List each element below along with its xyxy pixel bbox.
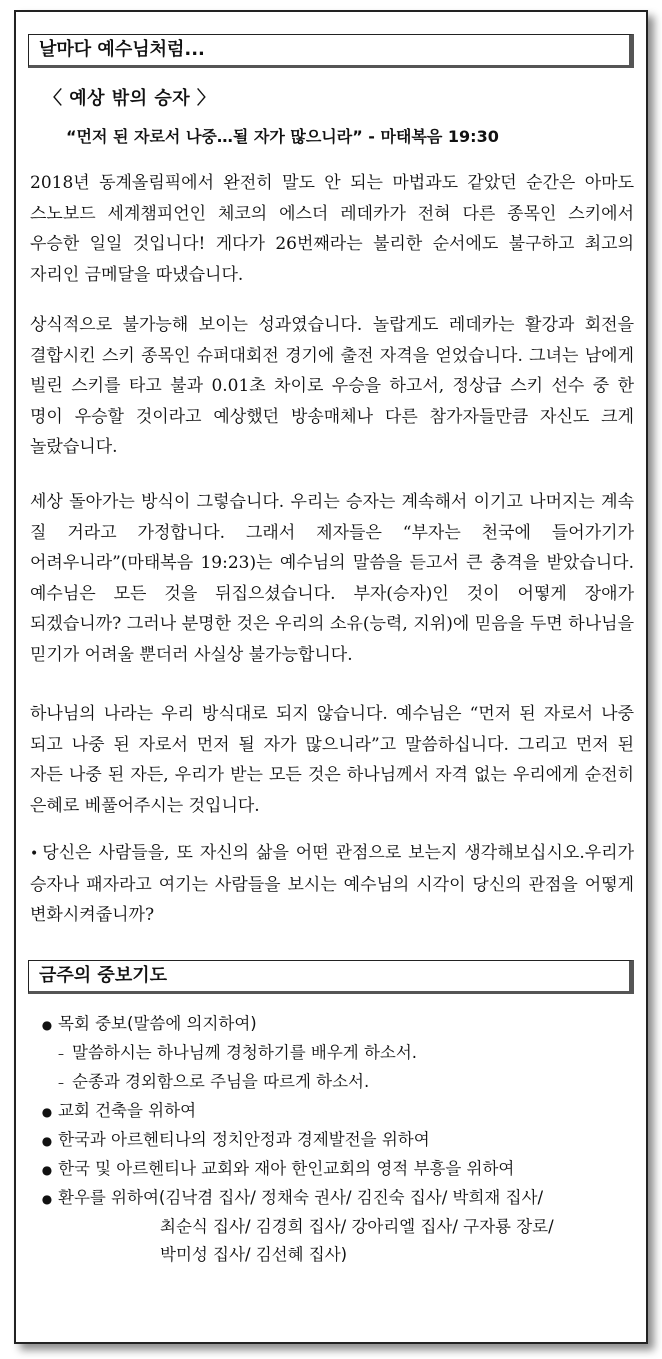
paragraph-1: 2018년 동계올림픽에서 완전히 말도 안 되는 마법과도 같았던 순간은 아마도 스노보드 세계챔피언인 체코의 에스더 레데카가 전혀 다른 종목인 스키에서 우승한 일일 것입니다! 게다가 26번째라는 불리한 순서에도 불구하고 최고의 자리인 금메달을 따냈습니다. <box>30 173 634 285</box>
prayer-item-text: 한국과 아르헨티나의 정치안정과 경제발전을 위하여 <box>58 1130 430 1149</box>
paragraph-3: 세상 돌아가는 방식이 그렇습니다. 우리는 승자는 계속해서 이기고 나머지는 계속 질 거라고 가정합니다. 그래서 제자들은 “부자는 천국에 들어가기가 어려우니라”(마태복음 19:23)는 예수님의 말씀을 듣고서 큰 충격을 받았습니다. 예수님은 모든 것을 뒤집으셨습니다. 부자(승자)인 것이 어떻게 장애가 되겠습니까? 그러나 분명한 것은 우리의 소유(능력, 지위)에 믿음을 두면 하나님을 믿기가 어려울 뿐더러 사실상 불가능합니다. <box>30 492 634 665</box>
dash-icon: – <box>58 1047 64 1061</box>
bullet-icon: ● <box>41 1134 53 1148</box>
prayer-subitem <box>36 1068 636 1097</box>
prayer-subitem-text: 순종과 경외함으로 주님을 따르게 하소서. <box>72 1072 370 1091</box>
paragraph-2: 상식적으로 불가능해 보이는 성과였습니다. 놀랍게도 레데카는 활강과 회전을 결합시킨 스키 종목인 슈퍼대회전 경기에 출전 자격을 얻었습니다. 그녀는 남에게 빌린 스키를 타고 불과 0.01초 차이로 우승을 하고서, 정상급 스키 선수 중 한 명이 우승할 것이라고 예상했던 방송매체나 다른 참가자들만큼 자신도 크게 놀랐습니다. <box>30 315 634 457</box>
dash-icon: – <box>58 1076 64 1090</box>
bulletin-page <box>14 10 648 1344</box>
bullet-icon: ● <box>41 1163 53 1177</box>
prayer-item-text: 한국 및 아르헨티나 교회와 재아 한인교회의 영적 부흥을 위하여 <box>58 1159 515 1178</box>
prayer-item <box>36 1126 636 1155</box>
prayer-item-continuation: 박미성 집사/ 김선혜 집사) <box>160 1245 348 1264</box>
bullet-icon: ● <box>41 1018 53 1032</box>
bullet-icon: ● <box>41 1192 53 1206</box>
bullet-icon: • <box>30 846 39 862</box>
prayer-section-title: 금주의 중보기도 <box>28 960 634 994</box>
devotional-section-title: 날마다 예수님처럼... <box>28 34 634 68</box>
devotional-subtitle: 〈 예상 밖의 승자 〉 <box>44 88 216 109</box>
reflection-question <box>30 838 634 931</box>
prayer-item <box>36 1010 636 1039</box>
prayer-item-text: 목회 중보(말씀에 의지하여) <box>58 1014 257 1033</box>
prayer-item <box>36 1184 636 1213</box>
prayer-subitem <box>36 1039 636 1068</box>
prayer-subitem-text: 말씀하시는 하나님께 경청하기를 배우게 하소서. <box>72 1043 418 1062</box>
bullet-icon: ● <box>41 1105 53 1119</box>
prayer-list <box>36 1010 636 1269</box>
reflection-question-text: 당신은 사람들을, 또 자신의 삶을 어떤 관점으로 보는지 생각해보십시오.우리가 승자나 패자라고 여기는 사람들을 보시는 예수님의 시각이 당신의 관점을 어떻게 변화시켜줍니까? <box>30 843 634 925</box>
paragraph-4: 하나님의 나라는 우리 방식대로 되지 않습니다. 예수님은 “먼저 된 자로서 나중 되고 나중 된 자로서 먼저 될 자가 많으니라”고 말씀하십니다. 그리고 먼저 된 자든 나중 된 자든, 우리가 받는 모든 것은 하나님께서 자격 없는 우리에게 순전히 은혜로 베풀어주시는 것입니다. <box>30 704 634 816</box>
prayer-item <box>36 1097 636 1126</box>
prayer-item-text: 교회 건축을 위하여 <box>58 1101 197 1120</box>
prayer-item-continuation: 최순식 집사/ 김경희 집사/ 강아리엘 집사/ 구자룡 장로/ <box>160 1217 554 1236</box>
prayer-item <box>36 1155 636 1184</box>
prayer-item-text: 환우를 위하여(김낙겸 집사/ 정채숙 권사/ 김진숙 집사/ 박희재 집사/ <box>58 1188 544 1207</box>
scripture-verse: “먼저 된 자로서 나중…될 자가 많으니라” - 마태복음 19:30 <box>66 127 499 146</box>
